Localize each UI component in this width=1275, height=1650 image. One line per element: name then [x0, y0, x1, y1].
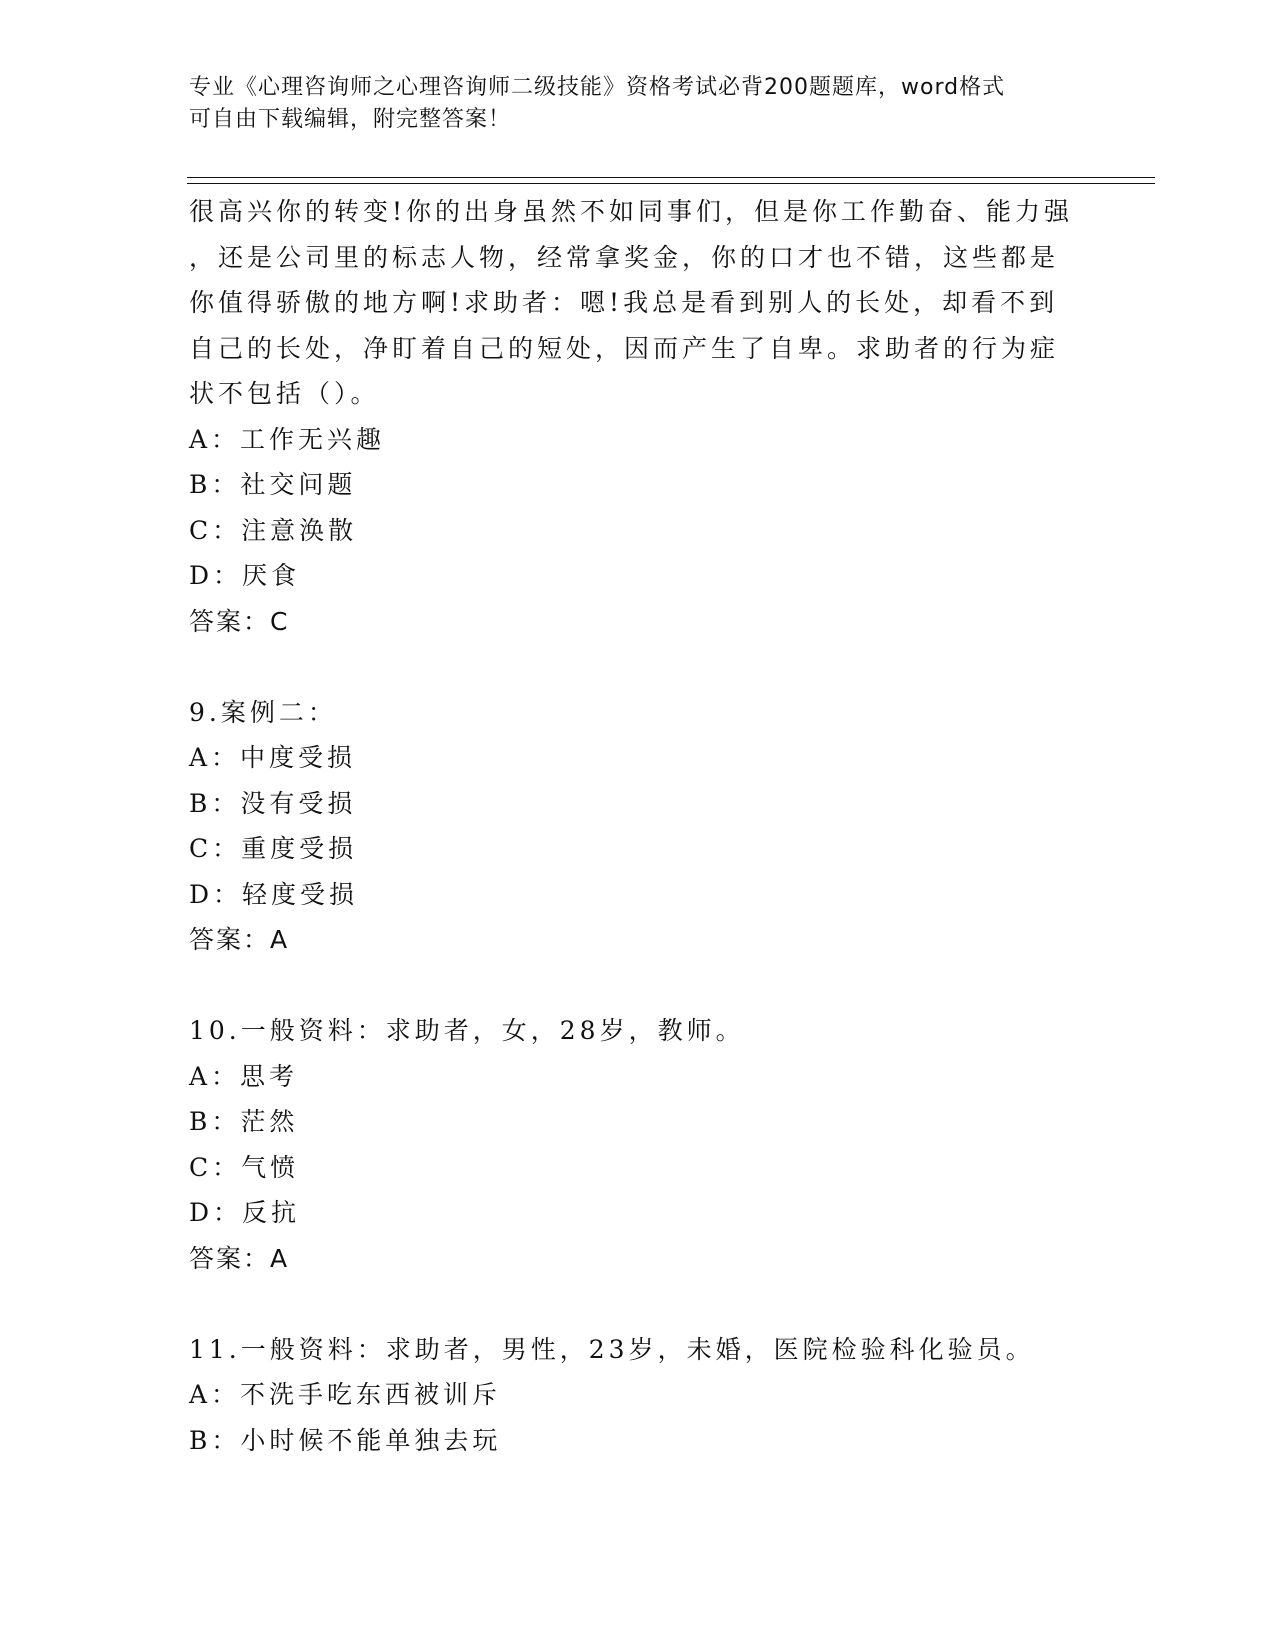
- answer-line: 答案：A: [189, 1243, 290, 1273]
- passage-line: 你值得骄傲的地方啊!求助者：嗯!我总是看到别人的长处，却看不到: [189, 288, 1059, 317]
- passage-line: 很高兴你的转变!你的出身虽然不如同事们，但是你工作勤奋、能力强: [189, 197, 1074, 226]
- option-a: A：思考: [189, 1061, 299, 1091]
- question-passage: [189, 189, 1089, 417]
- option-c: C：注意涣散: [189, 515, 358, 545]
- option-b: B：茫然: [189, 1107, 299, 1136]
- option-b: B：没有受损: [189, 788, 357, 818]
- option-d: D：厌食: [189, 561, 301, 590]
- header-line-2: 可自由下载编辑，附完整答案！: [189, 107, 512, 132]
- question-title: 9.案例二：: [189, 697, 337, 727]
- spacer: [189, 1281, 1089, 1327]
- spacer: [189, 963, 1089, 1009]
- spacer: [189, 644, 1089, 690]
- document-header: [189, 72, 1089, 136]
- question-title: 10.一般资料：求助者，女，28岁，教师。: [189, 1016, 745, 1045]
- option-a: A：中度受损: [189, 743, 357, 772]
- option-a: A：不洗手吃东西被训斥: [189, 1380, 502, 1409]
- option-d: D：反抗: [189, 1198, 301, 1227]
- option-a: A：工作无兴趣: [189, 424, 386, 454]
- header-line-1: 专业《心理咨询师之心理咨询师二级技能》资格考试必背200题题库，word格式: [189, 75, 1006, 100]
- answer-line: 答案：C: [189, 606, 290, 636]
- document-body: [189, 189, 1089, 1463]
- option-c: C：气愤: [189, 1152, 300, 1182]
- option-d: D：轻度受损: [189, 879, 359, 909]
- header-divider-top: [187, 177, 1155, 178]
- answer-line: 答案：A: [189, 925, 290, 954]
- option-b: B：社交问题: [189, 470, 357, 499]
- option-c: C：重度受损: [189, 834, 358, 863]
- question-title: 11.一般资料：求助者，男性，23岁，未婚，医院检验科化验员。: [189, 1334, 1035, 1364]
- option-b: B：小时候不能单独去玩: [189, 1425, 502, 1455]
- passage-line: 状不包括（）。: [189, 379, 380, 408]
- passage-line: 自己的长处，净盯着自己的短处，因而产生了自卑。求助者的行为症: [189, 333, 1060, 363]
- header-divider-bottom: [187, 183, 1155, 184]
- passage-line: ，还是公司里的标志人物，经常拿奖金，你的口才也不错，这些都是: [189, 242, 1060, 272]
